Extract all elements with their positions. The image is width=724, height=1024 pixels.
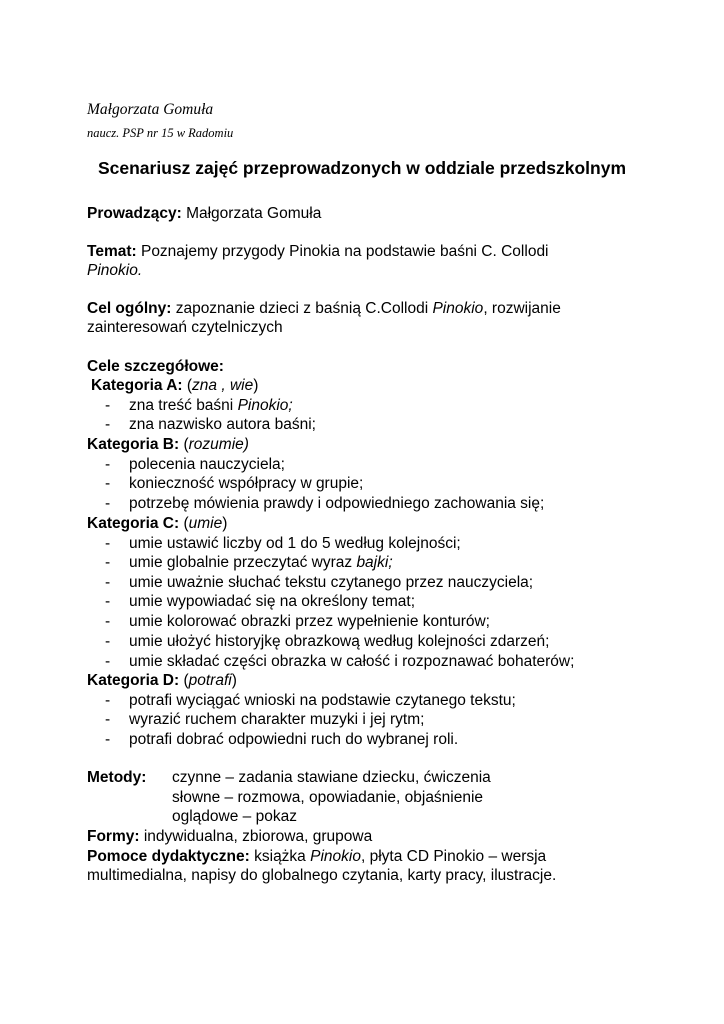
kategoria-b-paren-open: ( bbox=[179, 436, 189, 453]
metody-label: Metody: bbox=[87, 769, 147, 786]
cel-ogolny-text1: zapoznanie dzieci z baśnią C.Collodi bbox=[171, 300, 433, 317]
pomoce-italic: Pinokio bbox=[310, 848, 361, 865]
prowadzacy-value: Małgorzata Gomuła bbox=[181, 205, 322, 222]
bullet-dash: - bbox=[105, 731, 111, 748]
document-title: Scenariusz zajęć przeprowadzonych w oddziale przedszkolnym bbox=[97, 158, 627, 178]
kategoria-d-paren-open: ( bbox=[179, 672, 189, 689]
kategoria-b-label: Kategoria B: bbox=[87, 436, 180, 453]
cel-ogolny-label: Cel ogólny: bbox=[87, 300, 172, 317]
kategoria-a-paren-open: ( bbox=[182, 377, 193, 394]
list-item-italic: Pinokio; bbox=[237, 397, 293, 414]
bullet-dash: - bbox=[105, 475, 111, 492]
list-item: potrzebę mówienia prawdy i odpowiedniego zachowania się; bbox=[129, 495, 545, 512]
kategoria-b-line bbox=[87, 435, 249, 454]
pomoce-label: Pomoce dydaktyczne: bbox=[87, 848, 250, 865]
kategoria-c-paren-close: ) bbox=[222, 515, 228, 532]
list-item: konieczność współpracy w grupie; bbox=[129, 475, 364, 492]
bullet-dash: - bbox=[105, 456, 111, 473]
kategoria-b-desc: rozumie) bbox=[188, 436, 249, 453]
metody-item: czynne – zadania stawiane dziecku, ćwiczenia bbox=[172, 769, 491, 786]
list-item bbox=[129, 396, 293, 415]
pomoce-line bbox=[87, 847, 546, 866]
temat-line bbox=[87, 242, 549, 261]
bullet-dash: - bbox=[105, 692, 111, 709]
prowadzacy-label: Prowadzący: bbox=[87, 205, 182, 222]
bullet-dash: - bbox=[105, 416, 111, 433]
pomoce-text1: książka bbox=[249, 848, 311, 865]
bullet-dash: - bbox=[105, 554, 111, 571]
metody-item: słowne – rozmowa, opowiadanie, objaśnienie bbox=[172, 789, 484, 806]
bullet-dash: - bbox=[105, 535, 111, 552]
cel-ogolny-line bbox=[87, 299, 561, 318]
bullet-dash: - bbox=[105, 653, 111, 670]
temat-label: Temat: bbox=[87, 243, 137, 260]
pomoce-line2: multimedialna, napisy do globalnego czytania, karty pracy, ilustracje. bbox=[87, 867, 557, 884]
list-item: zna nazwisko autora baśni; bbox=[129, 416, 316, 433]
pomoce-text2: , płyta CD Pinokio – wersja bbox=[360, 848, 547, 865]
list-item: umie kolorować obrazki przez wypełnienie konturów; bbox=[129, 613, 490, 630]
bullet-dash: - bbox=[105, 711, 111, 728]
kategoria-c-line bbox=[87, 514, 227, 533]
kategoria-d-paren-close: ) bbox=[231, 672, 237, 689]
bullet-dash: - bbox=[105, 633, 111, 650]
formy-label: Formy: bbox=[87, 828, 140, 845]
list-item-italic: bajki; bbox=[356, 554, 393, 571]
cele-szczegolowe-heading: Cele szczegółowe: bbox=[87, 358, 224, 375]
formy-line bbox=[87, 827, 372, 846]
temat-italic: Pinokio. bbox=[87, 262, 143, 279]
list-item bbox=[129, 553, 393, 572]
list-item-text: zna treść baśni bbox=[129, 397, 238, 414]
temat-text: Poznajemy przygody Pinokia na podstawie baśni C. Collodi bbox=[136, 243, 549, 260]
metody-item: oglądowe – pokaz bbox=[172, 808, 297, 825]
list-item: umie ustawić liczby od 1 do 5 według kolejności; bbox=[129, 535, 461, 552]
bullet-dash: - bbox=[105, 593, 111, 610]
list-item: wyrazić ruchem charakter muzyki i jej rytm; bbox=[129, 711, 425, 728]
list-item-text: umie globalnie przeczytać wyraz bbox=[129, 554, 357, 571]
bullet-dash: - bbox=[105, 574, 111, 591]
cel-ogolny-italic: Pinokio bbox=[432, 300, 484, 317]
list-item: umie ułożyć historyjkę obrazkową według kolejności zdarzeń; bbox=[129, 633, 550, 650]
bullet-dash: - bbox=[105, 613, 111, 630]
kategoria-a-paren-close: ) bbox=[253, 377, 259, 394]
list-item: potrafi wyciągać wnioski na podstawie czytanego tekstu; bbox=[129, 692, 516, 709]
kategoria-c-desc: umie bbox=[188, 515, 223, 532]
kategoria-a-desc: zna , wie bbox=[192, 377, 254, 394]
kategoria-d-label: Kategoria D: bbox=[87, 672, 180, 689]
list-item: umie wypowiadać się na określony temat; bbox=[129, 593, 416, 610]
cel-ogolny-line2: zainteresowań czytelniczych bbox=[87, 319, 283, 336]
author-school: naucz. PSP nr 15 w Radomiu bbox=[87, 126, 234, 140]
list-item: potrafi dobrać odpowiedni ruch do wybranej roli. bbox=[129, 731, 459, 748]
bullet-dash: - bbox=[105, 397, 111, 414]
cel-ogolny-text2: , rozwijanie bbox=[483, 300, 561, 317]
kategoria-d-desc: potrafi bbox=[188, 672, 232, 689]
author-name: Małgorzata Gomuła bbox=[87, 101, 214, 118]
list-item: polecenia nauczyciela; bbox=[129, 456, 285, 473]
list-item: umie uważnie słuchać tekstu czytanego przez nauczyciela; bbox=[129, 574, 534, 591]
bullet-dash: - bbox=[105, 495, 111, 512]
prowadzacy-line bbox=[87, 204, 321, 223]
kategoria-c-label: Kategoria C: bbox=[87, 515, 180, 532]
kategoria-d-line bbox=[87, 671, 237, 690]
formy-value: indywidualna, zbiorowa, grupowa bbox=[139, 828, 373, 845]
kategoria-a-label: Kategoria A: bbox=[91, 377, 183, 394]
list-item: umie składać części obrazka w całość i rozpoznawać bohaterów; bbox=[129, 653, 575, 670]
kategoria-a-line bbox=[91, 376, 258, 395]
kategoria-c-paren-open: ( bbox=[179, 515, 189, 532]
